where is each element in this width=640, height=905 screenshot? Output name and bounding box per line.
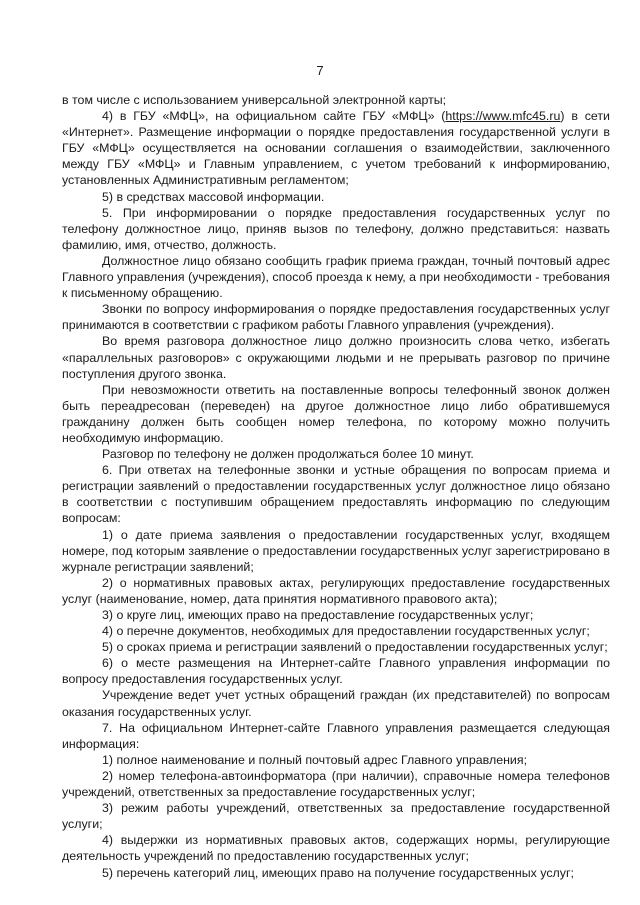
paragraph-text: 4) в ГБУ «МФЦ», на официальном сайте ГБУ «МФЦ» ( — [102, 109, 446, 124]
paragraph: 7. На официальном Интернет-сайте Главного управления размещается следующая информация: — [62, 720, 610, 751]
paragraph-text: ) в сети «Интернет». Размещение информации о порядке предоставления государственной услуги в ГБУ «МФЦ» осуществляется на основании соглашения о взаимодействии, заключенного между ГБУ «МФЦ» и Главным управлением, с учетом требований к информированию, установленных Административным регламентом; — [62, 109, 610, 188]
paragraph: Разговор по телефону не должен продолжаться более 10 минут. — [102, 447, 474, 462]
paragraph: 5) перечень категорий лиц, имеющих право на получение государственных услуг; — [102, 865, 574, 880]
paragraph: 4) выдержки из нормативных правовых актов, содержащих нормы, регулирующие деятельность учреждений по предоставлению государственных услуг; — [62, 833, 610, 864]
paragraph: 6) о месте размещения на Интернет-сайте Главного управления информации по вопросу предоставления государственных услуг. — [62, 656, 610, 687]
paragraph: 5. При информировании о порядке предоставления государственных услуг по телефону должностное лицо, приняв вызов по телефону, должно представиться: назвать фамилию, имя, отчество, должность. — [62, 205, 610, 252]
paragraph: 2) номер телефона-автоинформатора (при наличии), справочные номера телефонов учреждений, ответственных за предоставление государственных услуг; — [62, 768, 610, 800]
paragraph: Должностное лицо обязано сообщить график приема граждан, точный почтовый адрес Главного управления (учреждения), способ проезда к нему, а при необходимости - требования к письменному обращению. — [62, 253, 610, 301]
paragraph: 5) в средствах массовой информации. — [102, 189, 325, 204]
paragraph-mfc — [62, 108, 610, 188]
mfc-website-link[interactable]: https://www.mfc45.ru — [445, 109, 561, 124]
paragraph: Учреждение ведет учет устных обращений граждан (их представителей) по вопросам оказания государственных услуг. — [62, 688, 610, 719]
paragraph: 5) о сроках приема и регистрации заявлений о предоставлении государственных услуг; — [102, 640, 608, 655]
paragraph: 3) режим работы учреждений, ответственных за предоставление государственной услуги; — [62, 801, 610, 832]
paragraph: Звонки по вопросу информирования о порядке предоставления государственных услуг принимаются в соответствии с графиком работы Главного управления (учреждения). — [62, 302, 610, 333]
paragraph: 6. При ответах на телефонные звонки и устные обращения по вопросам приема и регистрации заявлений о предоставлении государственных услуг должностное лицо обязано в соответствии с поступившим обращением предоставлять информацию по следующим вопросам: — [62, 463, 610, 526]
page-number: 7 — [316, 63, 324, 78]
paragraph: 4) о перечне документов, необходимых для предоставлении государственных услуг; — [102, 624, 590, 639]
paragraph: Во время разговора должностное лицо должно произносить слова четко, избегать «параллельных разговоров» с окружающими людьми и не прерывать разговор по причине поступления другого звонка. — [62, 334, 610, 381]
paragraph: 2) о нормативных правовых актах, регулирующих предоставление государственных услуг (наименование, номер, дата принятия нормативного правового акта); — [62, 575, 610, 606]
paragraph: 1) полное наименование и полный почтовый адрес Главного управления; — [102, 752, 528, 767]
paragraph: При невозможности ответить на поставленные вопросы телефонный звонок должен быть переадресован (переведен) на другое должностное лицо либо обратившемуся гражданину должен быть сообщен номер телефона, по которому можно получить необходимую информацию. — [62, 382, 610, 445]
paragraph: 1) о дате приема заявления о предоставлении государственных услуг, входящем номере, под которым заявление о предоставлении государственных услуг зарегистрировано в журнале регистрации заявлений; — [62, 527, 610, 574]
paragraph: 3) о круге лиц, имеющих право на предоставление государственных услуг; — [102, 608, 534, 622]
document-body — [62, 92, 610, 881]
paragraph: в том числе с использованием универсальной электронной карты; — [62, 93, 447, 107]
